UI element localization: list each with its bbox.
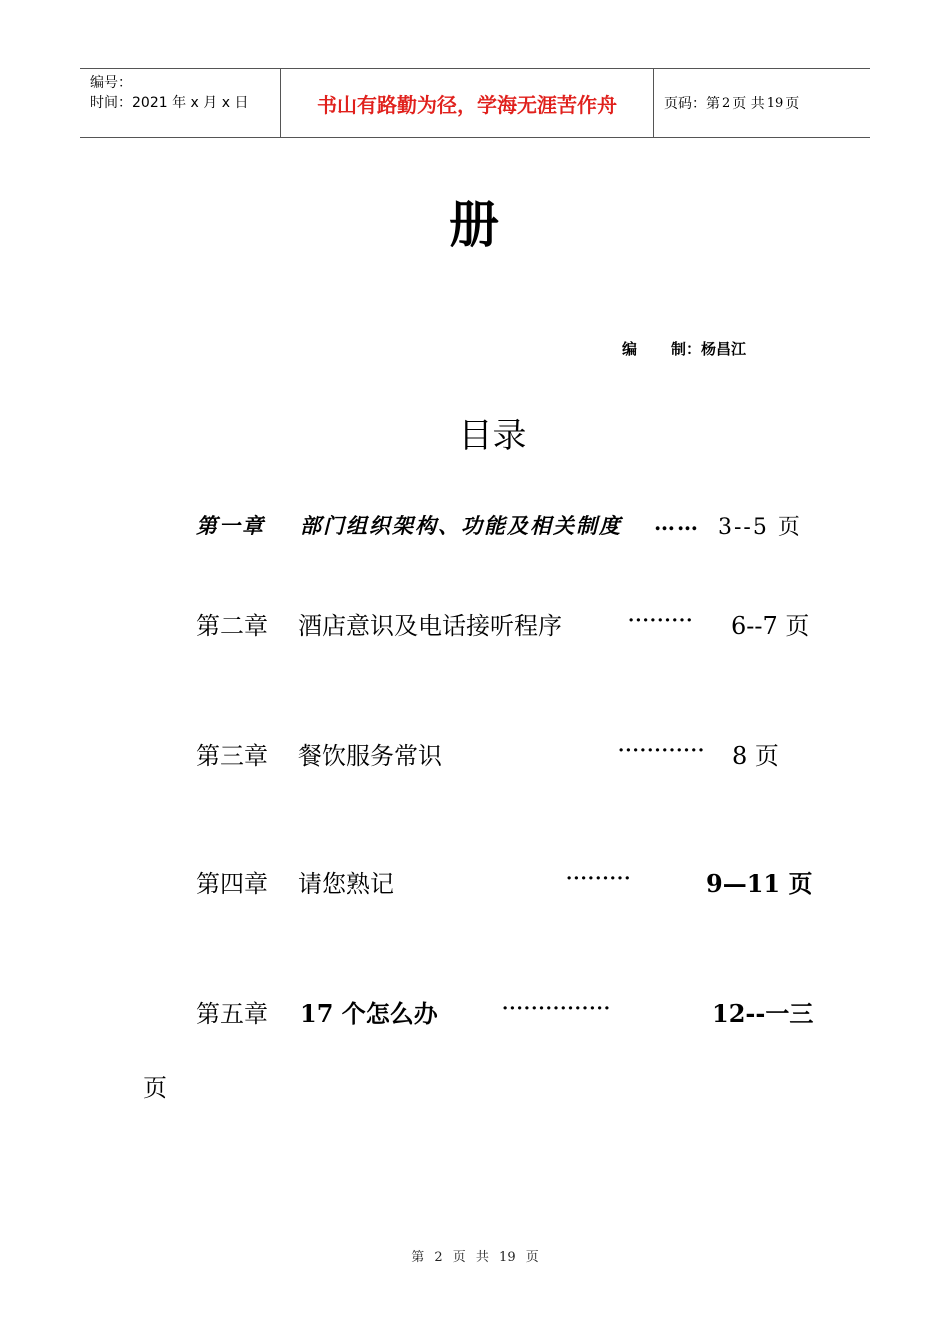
editor-label-a: 编: [622, 340, 638, 358]
toc-dots: ·········: [628, 610, 694, 631]
editor-line: [622, 338, 746, 359]
toc-item[interactable]: [196, 864, 816, 898]
toc-chapter-title: 酒店意识及电话接听程序: [298, 612, 562, 640]
toc-chapter-title: 17 个怎么办: [300, 999, 438, 1028]
header-meta: [80, 69, 281, 137]
toc-dots: ············: [618, 740, 706, 761]
toc-chapter: 第四章: [196, 870, 268, 898]
toc-item[interactable]: [196, 994, 816, 1028]
toc-chapter: 第三章: [196, 742, 268, 770]
page-suffix: 页: [785, 96, 800, 112]
page-number: 2: [722, 95, 731, 111]
page-title: 册: [449, 195, 501, 254]
toc-pages: 8 页: [732, 742, 779, 770]
header-table: [80, 68, 870, 138]
toc-dots: ·········: [566, 868, 632, 889]
number-label: 编号：: [90, 75, 132, 91]
time-label: 时间：2021 年 x 月 x 日: [90, 95, 249, 111]
toc-chapter-title: 餐饮服务常识: [298, 742, 442, 770]
toc-trailing-text: 页: [143, 1074, 167, 1102]
toc-title: 目录: [458, 416, 527, 456]
page-total: 19: [766, 95, 784, 111]
editor-label-b: 制：: [671, 340, 702, 358]
page-prefix: 页码：第: [664, 96, 720, 112]
toc-item[interactable]: [196, 510, 802, 542]
toc-chapter: 第二章: [196, 612, 268, 640]
toc-dots: ……: [654, 510, 700, 535]
editor-name: 杨昌江: [701, 340, 747, 358]
page-footer: 第 2 页 共 19 页: [411, 1250, 539, 1265]
header-page-info: [654, 69, 870, 137]
toc-pages: 3--5 页: [718, 515, 802, 540]
toc-pages: 6--7 页: [731, 612, 810, 640]
toc-chapter: 第一章: [196, 513, 265, 538]
toc-item[interactable]: [196, 736, 816, 770]
toc-dots: ···············: [502, 998, 611, 1019]
toc-chapter-title: 请您熟记: [298, 870, 394, 898]
toc-chapter-title: 部门组织架构、功能及相关制度: [300, 513, 622, 538]
header-motto: 书山有路勤为径，学海无涯苦作舟: [281, 69, 654, 137]
page-mid: 页 共: [732, 96, 765, 112]
toc-item[interactable]: [196, 606, 816, 640]
toc-chapter: 第五章: [196, 1000, 268, 1028]
toc-pages: 9—11 页: [706, 869, 813, 898]
toc-pages: 12--一三: [712, 999, 814, 1028]
